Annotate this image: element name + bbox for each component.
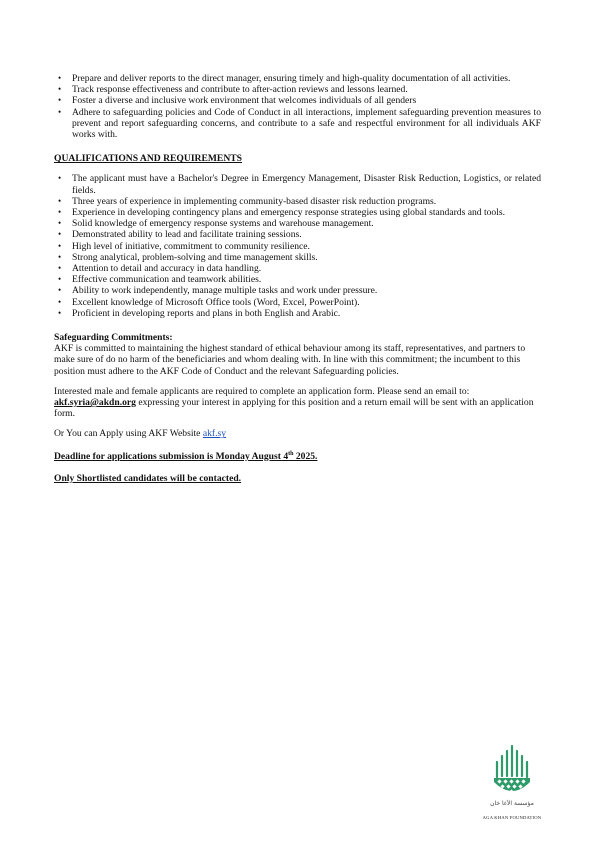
deadline-before: Deadline for applications submission is Monday August 4 xyxy=(54,450,289,462)
website-paragraph xyxy=(54,428,541,439)
list-item: • Excellent knowledge of Microsoft Office tools (Word, Excel, PowerPoint). xyxy=(54,297,541,308)
deadline-sup: th xyxy=(288,450,294,457)
qualifications-heading: QUALIFICATIONS AND REQUIREMENTS xyxy=(54,153,242,165)
page-content xyxy=(54,73,541,484)
application-intro: Interested male and female applicants are required to complete an application form. Please send an email to: xyxy=(54,385,470,397)
responsibilities-list xyxy=(54,73,541,140)
list-item: • Track response effectiveness and contribute to after-action reviews and lessons learned. xyxy=(54,84,541,95)
list-item: • Solid knowledge of emergency response systems and warehouse management. xyxy=(54,218,541,229)
list-item: • Attention to detail and accuracy in data handling. xyxy=(54,263,541,274)
shortlist-note: Only Shortlisted candidates will be contacted. xyxy=(54,472,242,484)
list-item: • Experience in developing contingency plans and emergency response strategies using global standards and tools. xyxy=(54,207,541,218)
deadline-text xyxy=(54,451,541,462)
list-item: • The applicant must have a Bachelor's Degree in Emergency Management, Disaster Risk Reduction, Logistics, or related fields. xyxy=(54,173,541,195)
list-item: • Proficient in developing reports and plans in both English and Arabic. xyxy=(54,308,541,319)
list-item: • High level of initiative, commitment to community resilience. xyxy=(54,241,541,252)
application-after-email: expressing your interest in applying for this position and a return email will be sent with an application form. xyxy=(54,397,534,420)
email-link[interactable]: akf.syria@akdn.org xyxy=(54,397,136,409)
list-item: • Prepare and deliver reports to the direct manager, ensuring timely and high-quality documentation of all activities. xyxy=(54,73,541,84)
aga-khan-foundation-logo-icon xyxy=(476,740,548,822)
list-item: • Foster a diverse and inclusive work environment that welcomes individuals of all genders xyxy=(54,95,541,106)
logo-arabic-text: مؤسسة الآغا خان xyxy=(490,800,534,807)
list-item: • Ability to work independently, manage multiple tasks and work under pressure. xyxy=(54,285,541,296)
list-item: • Three years of experience in implementing community-based disaster risk reduction programs. xyxy=(54,196,541,207)
list-item: • Effective communication and teamwork abilities. xyxy=(54,274,541,285)
website-link[interactable]: akf.sy xyxy=(202,428,227,440)
deadline-after: 2025. xyxy=(293,450,318,462)
safeguarding-text: AKF is committed to maintaining the highest standard of ethical behaviour among its staff, representatives, and partners to make sure of do no harm of the beneficiaries and whom dealing with. In line with this commitment; the incumbent to this position must adhere to the AKF Code of Conduct and the relevant Safeguarding policies. xyxy=(54,343,526,377)
list-item: • Demonstrated ability to lead and facilitate training sessions. xyxy=(54,229,541,240)
qualifications-list xyxy=(54,173,541,319)
list-item: • Strong analytical, problem-solving and time management skills. xyxy=(54,252,541,263)
website-text: Or You can Apply using AKF Website xyxy=(54,428,203,440)
list-item: • Adhere to safeguarding policies and Code of Conduct in all interactions, implement safeguarding prevention measures to prevent and report safeguarding concerns, and contribute to a safe and respectful environment for all individuals AKF works with. xyxy=(54,107,541,141)
safeguarding-title: Safeguarding Commitments: xyxy=(54,332,173,344)
application-paragraph xyxy=(54,386,541,420)
logo-english-text: AGA KHAN FOUNDATION xyxy=(482,815,542,820)
